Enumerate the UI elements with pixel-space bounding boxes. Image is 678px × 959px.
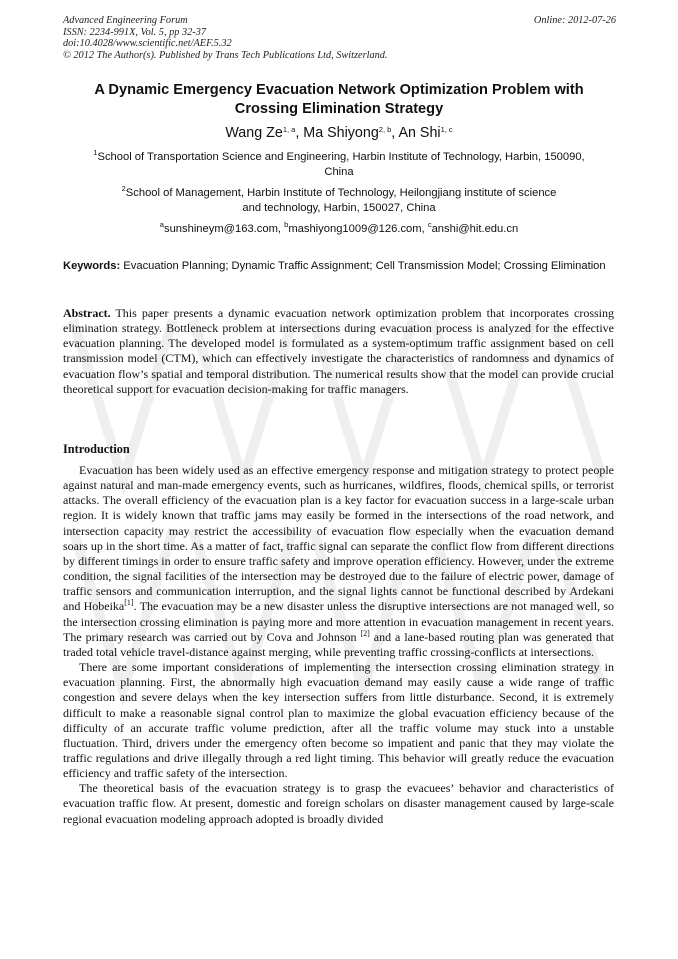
keywords-block <box>63 259 614 274</box>
email-address: anshi@hit.edu.cn <box>431 223 519 235</box>
keywords-label: Keywords: <box>63 260 121 272</box>
author-name: Wang Ze <box>225 125 283 141</box>
paragraph-text: and a lane-based routing plan was generated that traded total vehicle travel-distance against merging, while preventing traffic crossing-conflicts at intersections. <box>63 629 615 659</box>
abstract-text: This paper presents a dynamic evacuation network optimization problem that incorporates crossing elimination strategy. Bottleneck problem at intersections during evacuation process is analyzed for the effective evacuation planning. The developed model is formulated as a system-optimum traffic assignment based on cell transmission model (CTM), which can effectively investigate the characteristics of randomness and dynamics of evacuation flow’s spatial and temporal distribution. The numerical results show that the model can provide crucial theoretical support for evacuation decision-making for traffic managers. <box>63 306 614 396</box>
paragraph-text: Evacuation has been widely used as an effective emergency response and mitigation strategy to protect people against natural and man-made emergency events, such as hurricanes, wildfires, floods, chemical spills, or terrorist attacks. The overall efficiency of the evacuation plan is a key factor for evacuation success in a large-scale urban region. It is widely known that traffic jams may easily be formed in the intersections of the road network, and intersection capacity may restrict the accessibility of evacuation flow especially when the evacuation demand soars up in the short time. As a matter of fact, traffic signal can separate the conflict flow from different directions by different timings in order to ensure traffic safety and improve operation efficiency. However, under the extreme condition, the signal facilities of the intersection may be destroyed due to the failure of electric power, damage of traffic sensors and communication interruption, and the signal lights cannot be functional described by Ardekani and Hobeika <box>63 463 614 614</box>
online-date: Online: 2012-07-26 <box>533 15 616 26</box>
abstract-label: Abstract. <box>63 306 111 320</box>
affiliation-2 <box>55 186 623 216</box>
affiliation-text: School of Transportation Science and Engineering, Harbin Institute of Technology, Harbin, 150090, <box>97 151 585 163</box>
copyright-line: © 2012 The Author(s). Published by Trans Tech Publications Ltd, Switzerland. <box>63 49 388 61</box>
section-heading-introduction: Introduction <box>63 442 130 456</box>
affiliation-sup: 2 <box>121 184 126 193</box>
affiliation-1 <box>55 150 623 180</box>
author-name: An Shi <box>398 125 441 141</box>
journal-name: Advanced Engineering Forum <box>63 15 188 26</box>
affiliation-text: and technology, Harbin, 150027, China <box>242 202 436 215</box>
title-line-2: Crossing Elimination Strategy <box>234 100 444 117</box>
author-affiliation-sup: 1, a <box>282 125 296 134</box>
paragraph: The theoretical basis of the evacuation strategy is to grasp the evacuees’ behavior and characteristics of evacuation traffic flow. At present, domestic and foreign scholars on disaster management caused by large-scale regional evacuation modeling approach adopted is broadly divided <box>63 781 614 826</box>
author-name: Ma Shiyong <box>303 125 379 141</box>
author-affiliation-sup: 2, b <box>378 125 392 134</box>
paragraph <box>63 463 614 660</box>
citation-ref: [2] <box>360 628 370 638</box>
doi-line: doi:10.4028/www.scientific.net/AEF.5.32 <box>63 38 232 49</box>
introduction-body <box>63 463 614 827</box>
citation-ref: [1] <box>124 598 134 608</box>
email-sup: b <box>284 220 289 229</box>
issn-line: ISSN: 2234-991X, Vol. 5, pp 32-37 <box>63 26 206 38</box>
title-line-1: A Dynamic Emergency Evacuation Network Optimization Problem with <box>94 82 584 98</box>
affiliation-text: China <box>324 166 354 179</box>
email-address: sunshineym@163.com, <box>163 223 285 235</box>
affiliation-sup: 1 <box>93 148 98 157</box>
author-affiliation-sup: 1, c <box>440 125 453 134</box>
email-sup: a <box>159 220 164 229</box>
keywords-text: Evacuation Planning; Dynamic Traffic Assignment; Cell Transmission Model; Crossing Elimination <box>120 260 606 272</box>
abstract-block <box>63 306 614 397</box>
paragraph: There are some important considerations of implementing the intersection crossing elimination strategy in evacuation planning. First, the abnormally high evacuation demand may easily cause a wide range of traffic congestion and severe delays when the key intersection suffers from little disturbance. Second, it is extremely difficult to make a reasonable signal control plan to maximize the global evacuation efficiency because of the difficulty of an accurate traffic volume prediction, after all the traffic volume may stuck into a unstable fluctuation. Third, drivers under the emergency often become so impatient and panic that they may violate the traffic regulations and drive illegally through a red light timing. This behavior will greatly reduce the evacuation efficiency and traffic safety of the intersection. <box>63 660 614 781</box>
paper-title <box>30 81 648 118</box>
email-line <box>55 222 623 237</box>
affiliation-text: School of Management, Harbin Institute of Technology, Heilongjiang institute of science <box>125 187 557 199</box>
email-address: mashiyong1009@126.com, <box>288 223 428 235</box>
email-sup: c <box>427 220 432 229</box>
author-list: Wang Ze$^{1, a}$, Ma Shiyong$^{2, b}$, An Shi$^{1, c}$ <box>225 125 453 141</box>
paragraph-text: . The evacuation may be a new disaster unless the disruptive intersections are not managed well, so the intersection crossing elimination is paying more and more attention in evacuation management in recent years. The primary research was carried out by Cova and Johnson <box>63 599 614 644</box>
